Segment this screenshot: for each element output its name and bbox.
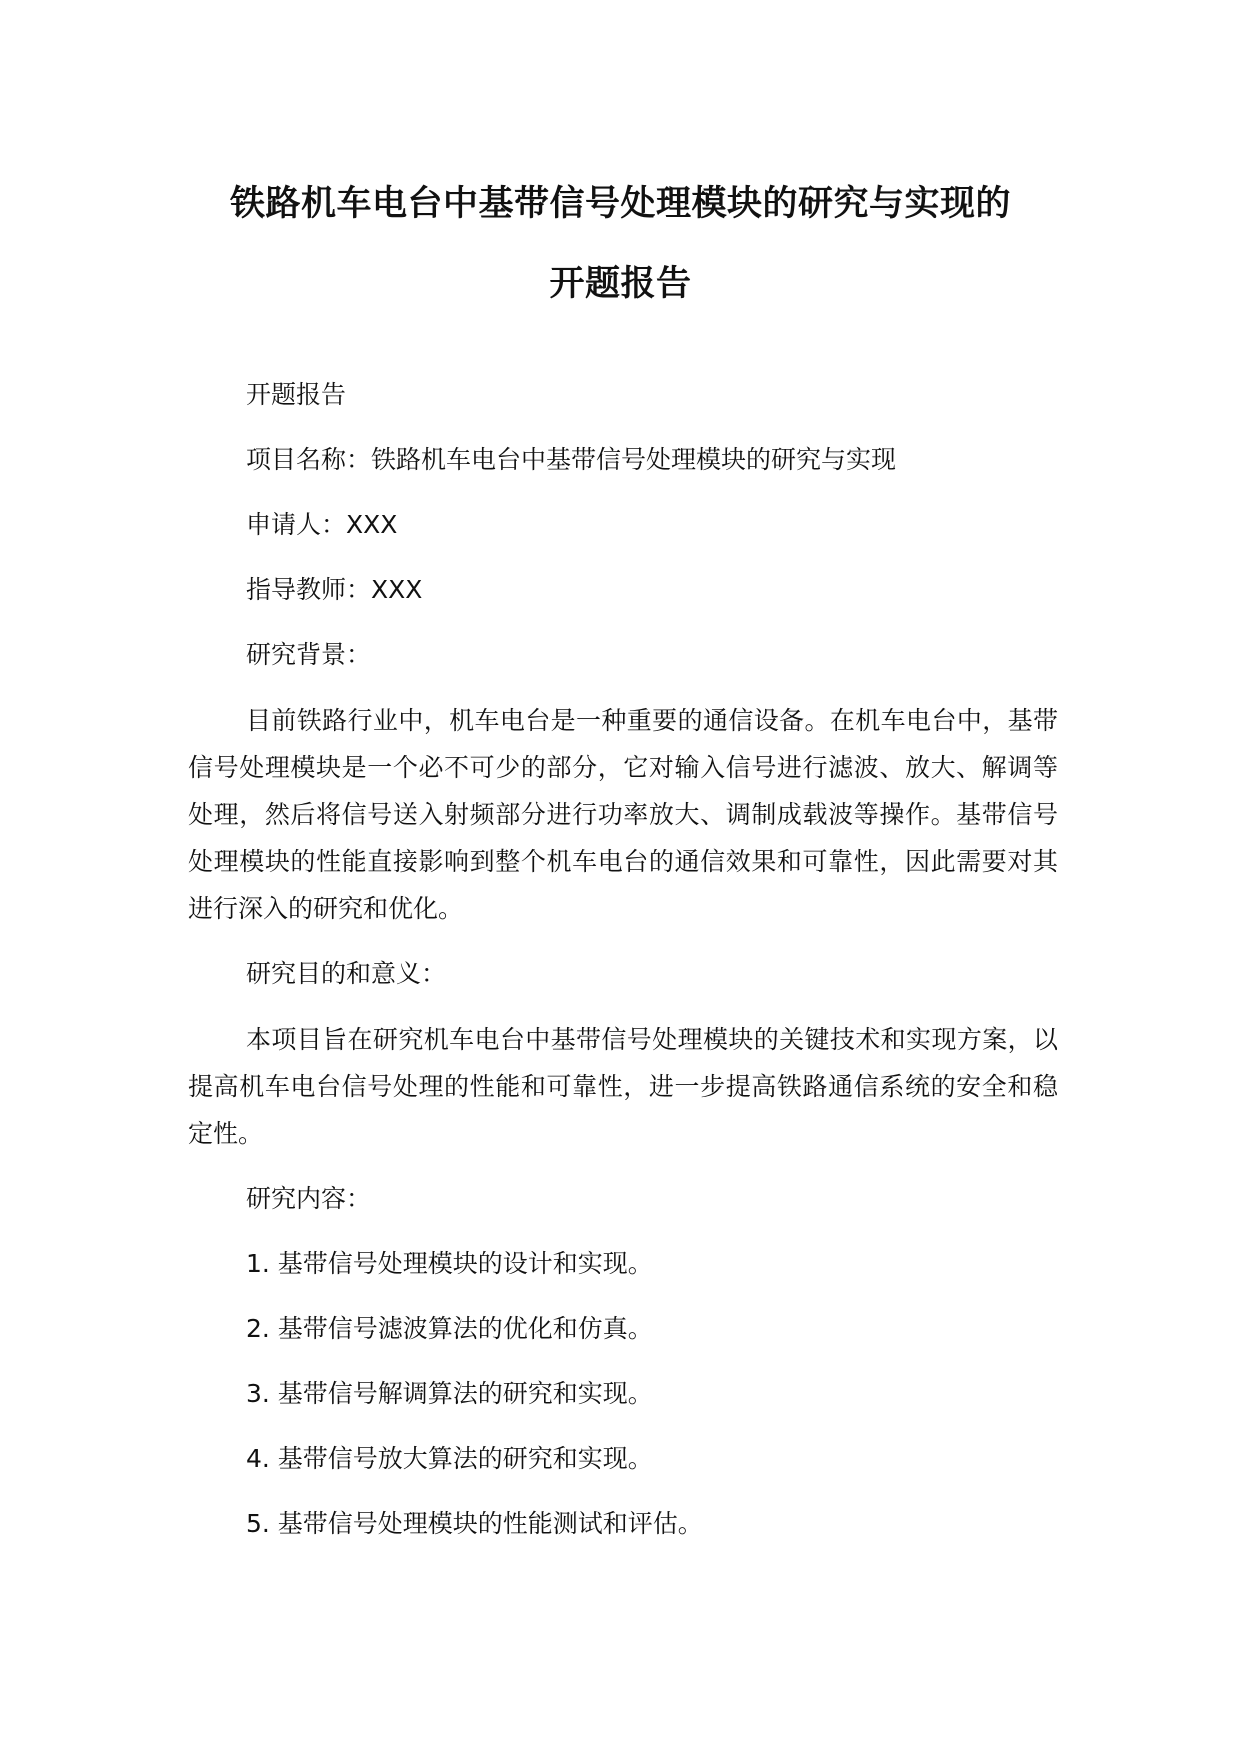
list-item: 1. 基带信号处理模块的设计和实现。 [246, 1249, 653, 1278]
content-label: 研究内容： [246, 1184, 372, 1213]
list-item: 5. 基带信号处理模块的性能测试和评估。 [246, 1509, 703, 1538]
list-item: 3. 基带信号解调算法的研究和实现。 [246, 1379, 653, 1408]
background-paragraph: 目前铁路行业中，机车电台是一种重要的通信设备。在机车电台中，基带信号处理模块是一个必不可少的部分，它对输入信号进行滤波、放大、解调等处理，然后将信号送入射频部分进行功率放大、调制成载波等操作。基带信号处理模块的性能直接影响到整个机车电台的通信效果和可靠性，因此需要对其进行深入的研究和优化。 [188, 706, 1058, 923]
document-title-line-2: 开题报告 [549, 264, 692, 304]
applicant: 申请人：XXX [246, 510, 398, 539]
document-body [188, 372, 1088, 1566]
section-heading: 开题报告 [246, 380, 347, 409]
advisor: 指导教师：XXX [246, 575, 423, 604]
project-name: 项目名称：铁路机车电台中基带信号处理模块的研究与实现 [246, 445, 897, 474]
purpose-label: 研究目的和意义： [246, 959, 447, 988]
list-item: 4. 基带信号放大算法的研究和实现。 [246, 1444, 653, 1473]
list-item: 2. 基带信号滤波算法的优化和仿真。 [246, 1314, 653, 1343]
background-label: 研究背景： [246, 640, 372, 669]
purpose-paragraph: 本项目旨在研究机车电台中基带信号处理模块的关键技术和实现方案，以提高机车电台信号处理的性能和可靠性，进一步提高铁路通信系统的安全和稳定性。 [188, 1025, 1058, 1148]
document-title-line-1: 铁路机车电台中基带信号处理模块的研究与实现的 [229, 184, 1011, 224]
